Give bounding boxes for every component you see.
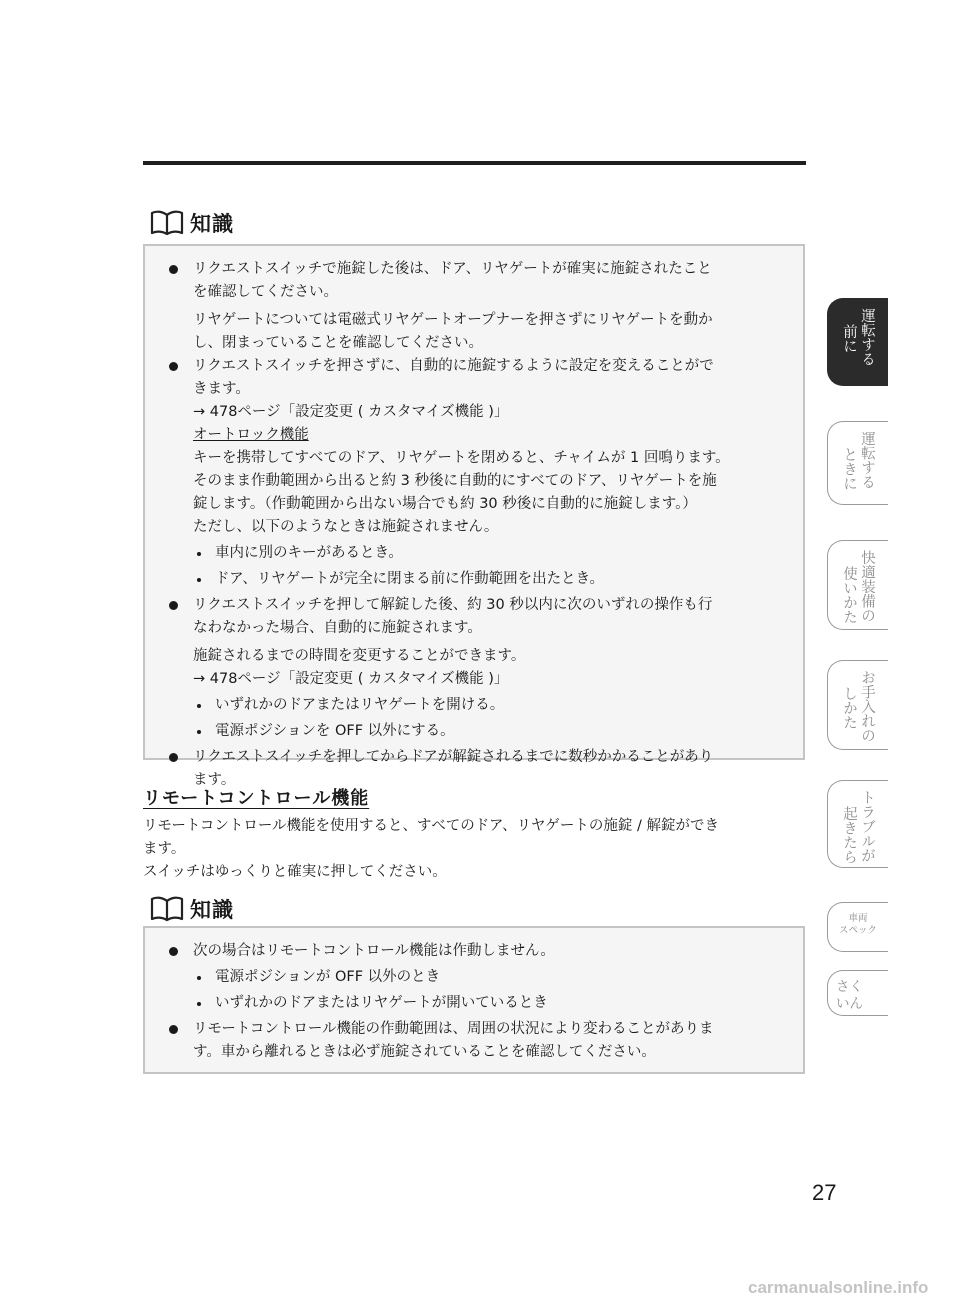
sub-bullet: いずれかのドアまたはリヤゲートを開ける。 <box>193 694 789 717</box>
bullet-dot <box>169 753 178 762</box>
sub-bullet: いずれかのドアまたはリヤゲートが開いているとき <box>193 992 789 1015</box>
bullet-item: リクエストスイッチで施錠した後は、ドア、リヤゲートが確実に施錠されたこと を確認してください。 リヤゲートについては電磁式リヤゲートオープナーを押さずにリヤゲートを動か し、閉まっていることを確認してください。 <box>167 258 789 355</box>
tab-comfort-equipment[interactable]: 使いかた 快適装備の <box>827 540 888 630</box>
bullet-dot <box>169 947 178 956</box>
sub-bullet: 車内に別のキーがあるとき。 <box>193 542 789 565</box>
tab-index[interactable]: さく いん <box>827 970 888 1016</box>
bullet-dot <box>169 362 178 371</box>
knowledge-box <box>143 244 805 788</box>
page-number: 27 <box>812 1180 837 1205</box>
sub-bullet: 電源ポジションが OFF 以外のとき <box>193 966 789 989</box>
auto-lock-subheading: オートロック機能 <box>193 427 309 443</box>
knowledge-box-2 <box>143 926 805 1074</box>
top-rule <box>143 161 806 165</box>
sub-bullet: 電源ポジションを OFF 以外にする。 <box>193 720 789 743</box>
bullet-item: リクエストスイッチを押さずに、自動的に施錠するように設定を変えることがで きます。 → 478ページ「設定変更 ( カスタマイズ機能 )」 オートロック機能 キーを携帯してすべてのドア、リヤゲートを閉めると、チャイムが 1 回鳴ります。 そのまま作動範囲から出ると約 3 秒後に自動的にすべてのドア、リヤゲートを施 錠します。（作動範囲から出ない場合でも約 30 秒後に自動的に施錠します。） ただし、以下のようなときは施錠されません。 車内に別のキーがあるとき。 ドア、リヤゲートが完全に閉まる前に作動範囲を出たとき。 <box>167 355 789 591</box>
sub-bullet: ドア、リヤゲートが完全に閉まる前に作動範囲を出たとき。 <box>193 568 789 591</box>
page-reference-link[interactable]: → 478ページ「設定変更 ( カスタマイズ機能 )」 <box>193 671 509 687</box>
remote-control-heading: リモートコントロール機能 <box>143 788 370 809</box>
tab-before-driving[interactable]: 前に 運転する <box>827 298 888 386</box>
knowledge-heading-2 <box>150 894 234 924</box>
bullet-item: リモートコントロール機能の作動範囲は、周囲の状況により変わることがありま す。車から離れるときは必ず施錠されていることを確認してください。 <box>167 1018 789 1064</box>
knowledge-heading <box>150 208 234 238</box>
knowledge-title: 知識 <box>190 212 234 236</box>
bullet-dot <box>169 1025 178 1034</box>
bullet-item: リクエストスイッチを押してからドアが解錠されるまでに数秒かかることがあり ます。 <box>167 746 789 792</box>
remote-control-paragraph: リモートコントロール機能を使用すると、すべてのドア、リヤゲートの施錠 / 解錠ができ ます。 スイッチはゆっくりと確実に押してください。 <box>143 818 719 880</box>
watermark: carmanualsonline.info <box>748 1278 929 1297</box>
knowledge-title: 知識 <box>190 898 234 922</box>
tab-while-driving[interactable]: ときに 運転する <box>827 421 888 505</box>
tab-vehicle-specs[interactable]: 車両 スペック <box>827 902 888 952</box>
page-reference-link[interactable]: → 478ページ「設定変更 ( カスタマイズ機能 )」 <box>193 404 509 420</box>
book-icon <box>150 896 184 922</box>
tab-maintenance[interactable]: しかた お手入れの <box>827 660 888 750</box>
book-icon <box>150 210 184 236</box>
bullet-dot <box>169 601 178 610</box>
bullet-item: リクエストスイッチを押して解錠した後、約 30 秒以内に次のいずれの操作も行 なわなかった場合、自動的に施錠されます。 施錠されるまでの時間を変更することができます。 → 478ページ「設定変更 ( カスタマイズ機能 )」 いずれかのドアまたはリヤゲートを開ける。 電源ポジションを OFF 以外にする。 <box>167 594 789 743</box>
bullet-dot <box>169 265 178 274</box>
bullet-item: 次の場合はリモートコントロール機能は作動しません。 電源ポジションが OFF 以外のとき いずれかのドアまたはリヤゲートが開いているとき <box>167 940 789 1015</box>
tab-troubleshooting[interactable]: 起きたら トラブルが <box>827 780 888 868</box>
